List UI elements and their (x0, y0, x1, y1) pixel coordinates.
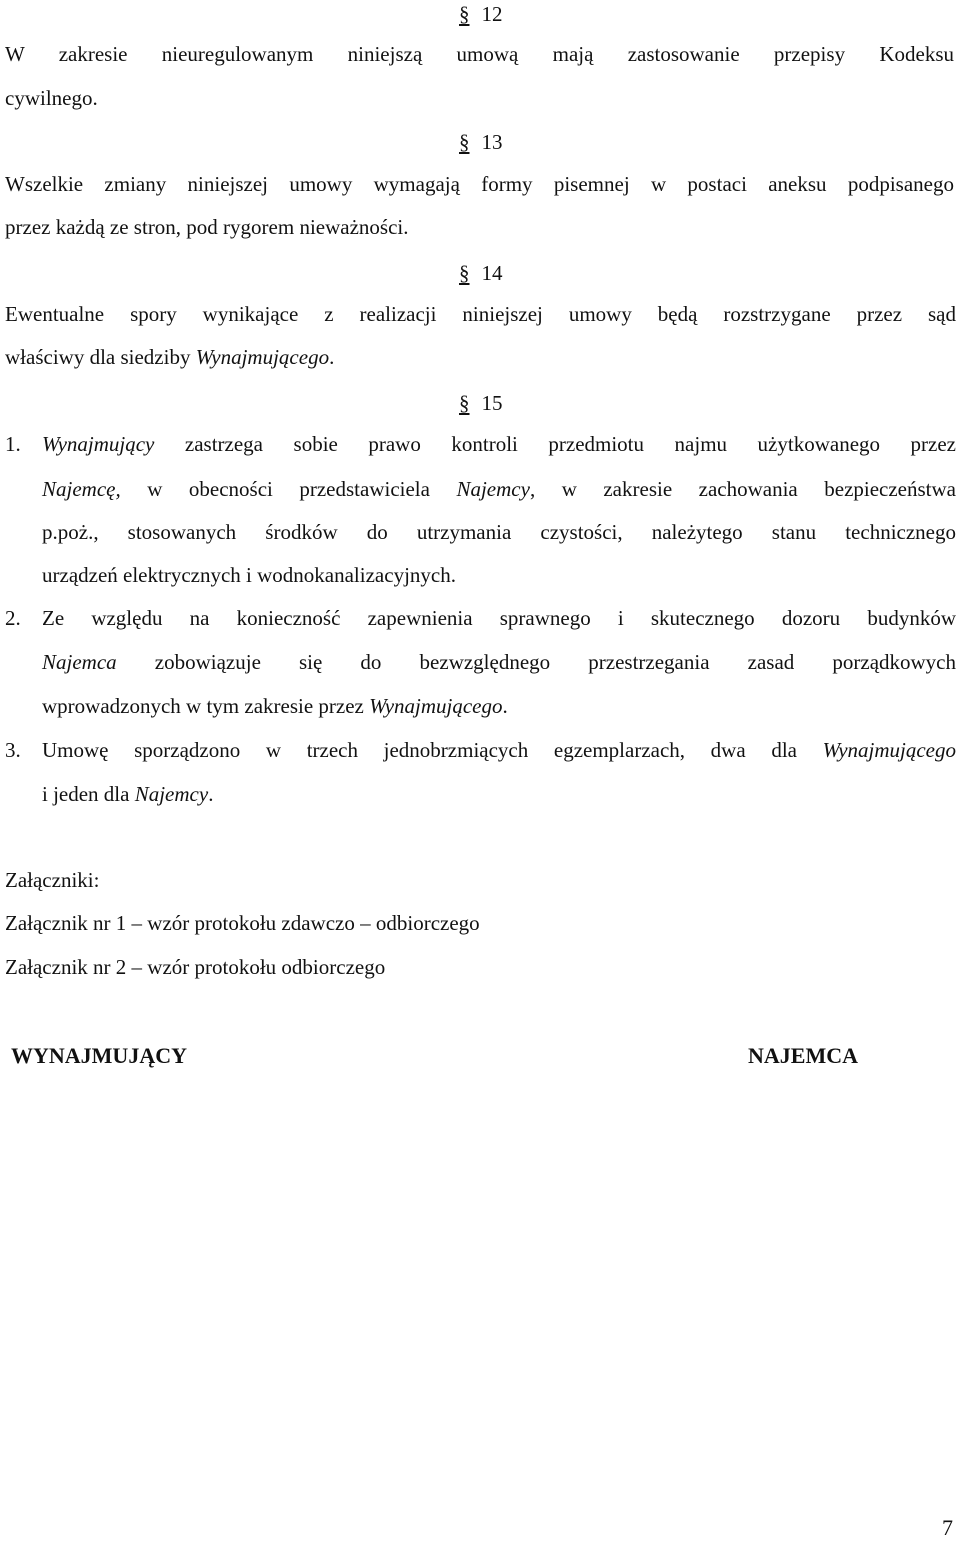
party-name: Wynajmującego (822, 738, 956, 762)
text-span: zobowiązuje się do bezwzględnego przestrzegania zasad porządkowych (116, 650, 956, 674)
list-number-1: 1. (5, 432, 21, 456)
text-span: i jeden dla (42, 782, 135, 806)
section-symbol: § (459, 391, 470, 415)
text-span: . (502, 694, 508, 718)
s12-line-1: W zakresie nieuregulowanym niniejszą umową mają zastosowanie przepisy Kodeksu (5, 42, 954, 66)
party-name: Najemcę, (42, 477, 121, 501)
text-span: zastrzega sobie prawo kontroli przedmiotu najmu użytkowanego przez (154, 432, 956, 456)
text-span: . (208, 782, 214, 806)
text-span: , w zakresie zachowania bezpieczeństwa (529, 477, 957, 501)
section-number: 13 (481, 130, 503, 154)
party-name: Najemca (42, 650, 117, 674)
s15-p1-line-3: p.poż., stosowanych środków do utrzymania czystości, należytego stanu technicznego (42, 520, 956, 544)
attachment-item-2: Załącznik nr 2 – wzór protokołu odbiorczego (5, 955, 386, 979)
s15-p1-line-4: urządzeń elektrycznych i wodnokanalizacyjnych. (42, 563, 456, 587)
attachment-item-1: Załącznik nr 1 – wzór protokołu zdawczo – odbiorczego (5, 911, 480, 935)
s15-p1-line-2 (42, 479, 956, 500)
section-heading-13 (459, 130, 503, 155)
text-span: wprowadzonych w tym zakresie przez (42, 694, 370, 718)
s15-p3-line-1 (42, 740, 956, 761)
text-span: . (329, 345, 335, 369)
party-name: Wynajmującego (369, 694, 503, 718)
section-heading-15 (459, 391, 503, 416)
s15-p3-line-2 (42, 784, 960, 805)
s15-p2-line-2 (42, 652, 956, 673)
section-number: 15 (481, 391, 503, 415)
section-heading-12 (459, 2, 503, 27)
s13-line-1: Wszelkie zmiany niniejszej umowy wymagają formy pisemnej w postaci aneksu podpisanego (5, 172, 954, 196)
s15-p2-line-3 (42, 696, 960, 717)
signature-landlord: WYNAJMUJĄCY (11, 1043, 187, 1068)
section-number: 12 (481, 2, 503, 26)
s14-line-1: Ewentualne spory wynikające z realizacji niniejszej umowy będą rozstrzygane przez sąd (5, 302, 956, 326)
s13-line-2: przez każdą ze stron, pod rygorem nieważności. (5, 215, 409, 239)
text-span: właściwy dla siedziby (5, 345, 196, 369)
section-symbol: § (459, 2, 470, 26)
s12-line-2: cywilnego. (5, 86, 98, 110)
list-number-3: 3. (5, 738, 21, 762)
section-symbol: § (459, 130, 470, 154)
signature-tenant: NAJEMCA (748, 1043, 858, 1068)
party-name: Najemcy (134, 782, 209, 806)
page-number: 7 (942, 1515, 953, 1540)
party-name: Wynajmujący (42, 432, 155, 456)
section-number: 14 (481, 261, 503, 285)
s15-p1-line-1 (42, 434, 956, 455)
attachments-heading: Załączniki: (5, 868, 100, 892)
s14-line-2 (5, 347, 960, 368)
party-name: Wynajmującego (195, 345, 330, 369)
list-number-2: 2. (5, 606, 21, 630)
text-span: w obecności przedstawiciela (120, 477, 457, 501)
section-symbol: § (459, 261, 470, 285)
s15-p2-line-1: Ze względu na konieczność zapewnienia sprawnego i skutecznego dozoru budynków (42, 606, 956, 630)
party-name: Najemcy (456, 477, 530, 501)
text-span: Umowę sporządzono w trzech jednobrzmiących egzemplarzach, dwa dla (42, 738, 823, 762)
section-heading-14 (459, 261, 503, 286)
